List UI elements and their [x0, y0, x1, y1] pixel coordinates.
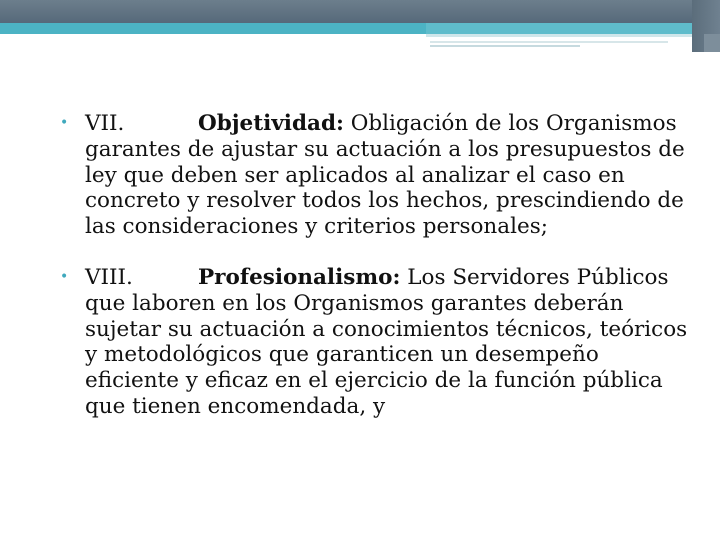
header-corner-accent	[704, 34, 720, 52]
slide-body	[55, 111, 695, 420]
item-numeral: VII.	[85, 111, 125, 136]
header-thin-line	[426, 34, 692, 37]
bullet-icon: •	[60, 268, 69, 285]
list-item	[55, 265, 695, 420]
item-term: Profesionalismo:	[198, 264, 401, 290]
bullet-icon: •	[60, 115, 69, 131]
header-accent-bar-right	[426, 23, 720, 34]
item-term: Objetividad:	[198, 111, 344, 136]
header-accent-bar	[0, 23, 426, 34]
header-bar	[0, 0, 720, 23]
list-item	[55, 111, 695, 240]
item-text: Obligación de los Organismos garantes de ajustar su actuación a los presupuestos de ley que deben ser aplicados al analizar el caso en concreto y resolver todos los hechos, prescindiendo de las consideraciones y criterios personales;	[85, 111, 685, 240]
item-numeral: VIII.	[85, 264, 133, 290]
header-thin-line	[430, 45, 580, 47]
item-text: Los Servidores Públicos que laboren en los Organismos garantes deberán sujetar su actuación a conocimientos técnicos, teóricos y metodológicos que garanticen un desempeño eficiente y eficaz en el ejercicio de la función pública que tienen encomendada, y	[85, 264, 688, 419]
header-thin-line	[430, 41, 668, 43]
